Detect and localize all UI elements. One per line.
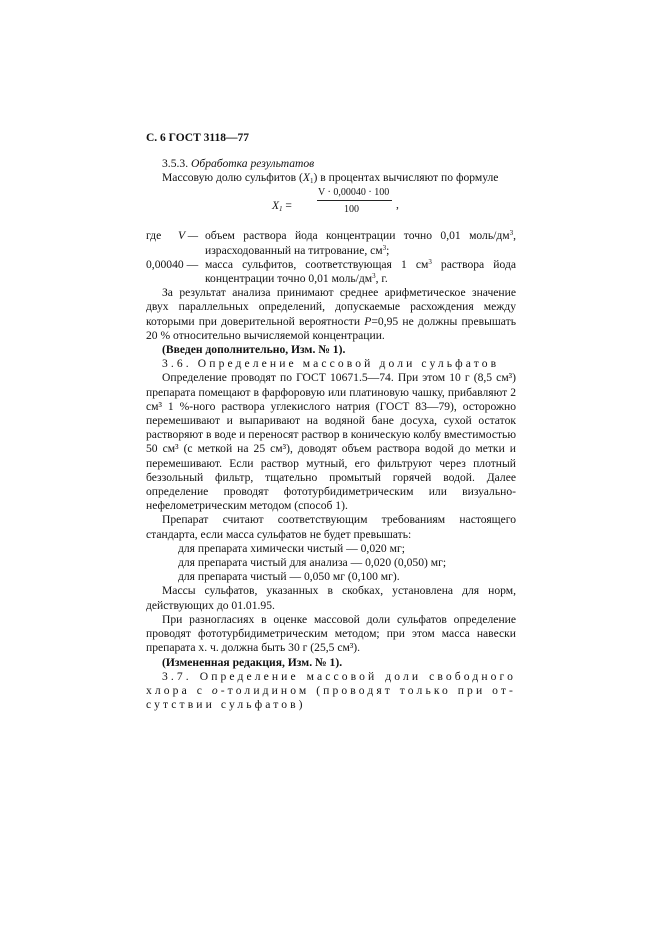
sulfate-requirement: Препарат считают соответствующим требованиям настоящего стандарта, если масса сульфатов не будет превышать: bbox=[146, 513, 516, 541]
definition-term bbox=[146, 229, 205, 257]
section-3-7-heading bbox=[146, 670, 516, 698]
amendment-note-2: (Измененная редакция, Изм. № 1). bbox=[162, 655, 343, 669]
list-item: для препарата химически чистый — 0,020 мг; bbox=[178, 541, 405, 555]
bracket-note: Массы сульфатов, указанных в скобках, установлена для норм, действующих до 01.01.95. bbox=[146, 584, 516, 612]
def-sup: 3 bbox=[382, 243, 387, 252]
page-header: С. 6 ГОСТ 3118—77 bbox=[146, 132, 250, 144]
result-text-b: =0,95 не должны превышать 20 % относительно вычисляемой концентрации. bbox=[146, 314, 516, 342]
def-text: , г. bbox=[375, 272, 388, 286]
definition-description bbox=[205, 258, 516, 286]
disagreement-note: При разногласиях в оценке массовой доли сульфатов определение проводят фототурбидиметрическим методом; при этом масса навески препарата х. ч. должна быть 30 г (25,5 см³). bbox=[146, 612, 516, 655]
definition-description bbox=[205, 229, 516, 257]
section-3-6-heading: 3.6. Определение массовой доли сульфатов bbox=[162, 357, 500, 371]
fraction-bar bbox=[317, 200, 392, 201]
intro-text-a: Массовую долю сульфитов ( bbox=[162, 171, 303, 185]
formula-lhs-var: X bbox=[272, 200, 280, 213]
def-text: раствора йода концентрации точно 0,01 моль/дм bbox=[205, 257, 516, 286]
section-title: Обработка результатов bbox=[190, 157, 315, 170]
result-text-a: За результат анализа принимают среднее арифметическое значение двух параллельных определений, допускаемые расхождения между которыми при доверительной вероятности bbox=[146, 286, 516, 328]
section-3-7-heading-cont: сутствии сульфатов) bbox=[146, 698, 306, 712]
result-paragraph bbox=[146, 286, 516, 343]
variable-definitions bbox=[146, 229, 516, 286]
formula-equals: = bbox=[282, 200, 292, 213]
definition-row bbox=[146, 258, 516, 286]
definition-symbol: V — bbox=[178, 229, 199, 243]
definition-row bbox=[146, 229, 516, 257]
def-text: масса сульфитов, соответствующая 1 см bbox=[205, 257, 429, 271]
def-sup: 3 bbox=[372, 272, 376, 281]
formula bbox=[146, 185, 516, 229]
sulfate-procedure: Определение проводят по ГОСТ 10671.5—74. При этом 10 г (8,5 см³) препарата помещают в фарфоровую или платиновую чашку, прибавляют 2 см³ 1 %-ного раствора углекислого натрия (ГОСТ 83—79), осторожно перемешивают и выпаривают на водяной бане досуха, сухой остаток растворяют в воде и переносят раствор в коническую колбу вместимостью 50 см³ (с меткой на 25 см³), доводят объем раствора водой до метки и перемешивают. Если раствор мутный, его фильтруют через плотный беззольный фильтр, тщательно промытый горячей водой. Далее определение проводят фототурбидиметрическим или визуально-нефелометрическим методом (способ 1). bbox=[146, 371, 516, 513]
def-text: ; bbox=[386, 243, 390, 257]
section-3-5-3-heading bbox=[146, 157, 516, 171]
def-text: объем раствора йода концентрации точно 0,01 моль/дм bbox=[205, 229, 510, 243]
s37-text-b: -толидином (проводят только при от- bbox=[220, 683, 516, 697]
amendment-note-1: (Введен дополнительно, Изм. № 1). bbox=[162, 343, 346, 357]
s37-o: о bbox=[211, 683, 221, 697]
formula-numerator: V · 0,00040 · 100 bbox=[318, 187, 390, 199]
def-sup: 3 bbox=[428, 257, 432, 266]
s37-text-a: 3.7. Определение массовой доли свободного хлора с bbox=[146, 669, 516, 697]
formula-denominator: 100 bbox=[344, 204, 359, 216]
intro-var: X bbox=[302, 171, 310, 185]
intro-text-b: ) в процентах вычисляют по формуле bbox=[313, 171, 499, 185]
list-item: для препарата чистый для анализа — 0,020 (0,050) мг; bbox=[178, 556, 447, 570]
formula-lhs-sub: 1 bbox=[279, 205, 283, 214]
formula-lhs bbox=[272, 199, 292, 213]
definition-term: 0,00040 — bbox=[146, 257, 199, 271]
result-p-var: P bbox=[364, 314, 372, 328]
sulfite-intro bbox=[146, 171, 516, 185]
where-word: где bbox=[146, 229, 162, 243]
def-text: , израсходованный на титрование, см bbox=[205, 229, 516, 257]
section-number: 3.5.3. bbox=[162, 157, 191, 170]
list-item: для препарата чистый — 0,050 мг (0,100 мг). bbox=[178, 570, 400, 584]
page-content bbox=[146, 157, 516, 712]
def-sup: 3 bbox=[509, 229, 514, 238]
intro-sub: 1 bbox=[309, 177, 314, 186]
formula-comma: , bbox=[396, 198, 399, 212]
